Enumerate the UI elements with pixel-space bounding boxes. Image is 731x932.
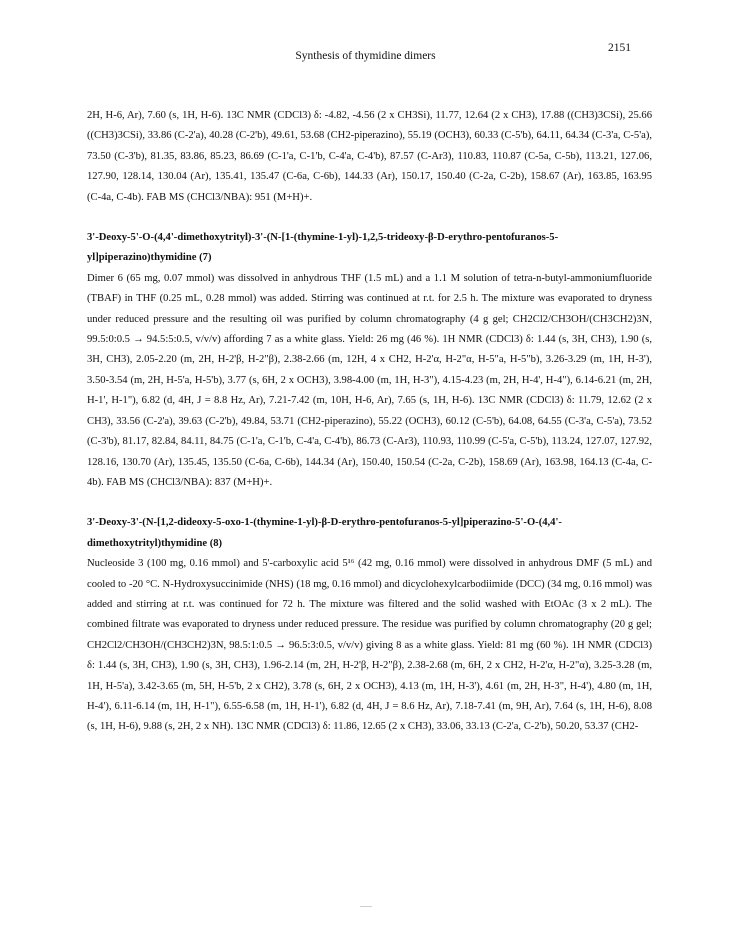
running-title: Synthesis of thymidine dimers xyxy=(295,50,436,62)
compound-7-procedure: Dimer 6 (65 mg, 0.07 mmol) was dissolved in anhydrous THF (1.5 mL) and a 1.1 M solution of tetra-n-butyl-ammoniumfluoride (TBAF) in THF (0.25 mL, 0.28 mmol) was added. Stirring was continued at r.t. for 2.5 h. The mixture was evaporated to dryness under reduced pressure and the resulting oil was purified by column chromatography (4 g gel; CH2Cl2/CH3OH/(CH3CH2)3N, 99.5:0:0.5 → 94.5:5:0.5, v/v/v) affording 7 as a white glass. Yield: 26 mg (46 %). 1H NMR (CDCl3) δ: 1.44 (s, 3H, CH3), 1.90 (s, 3H, CH3), 2.05-2.20 (m, 2H, H-2'β, H-2"β), 2.38-2.66 (m, 12H, 4 x CH2, H-2'α, H-2"α, H-5"a, H-5"b), 3.26-3.29 (m, 1H, H-3'), 3.50-3.54 (m, 2H, H-5'a, H-5'b), 3.77 (s, 6H, 2 x OCH3), 3.98-4.00 (m, 1H, H-3"), 4.15-4.23 (m, 2H, H-4', H-4"), 6.14-6.21 (m, 2H, H-1', H-1"), 6.82 (d, 4H, J = 8.8 Hz, Ar), 7.21-7.42 (m, 10H, H-6, Ar), 7.65 (s, 1H, H-6). 13C NMR (CDCl3) δ: 11.79, 12.62 (2 x CH3), 33.56 (C-2'a), 39.63 (C-2'b), 49.84, 53.71 (CH2-piperazino), 55.22 (OCH3), 60.12 (C-5'b), 64.08, 64.55 (C-3'a, C-5'a), 73.52 (C-3'b), 81.17, 82.84, 84.11, 84.75 (C-1'a, C-1'b, C-4'a, C-4'b), 86.73 (C-Ar3), 110.93, 110.99 (C-5'a, C-5'b), 113.24, 127.07, 127.92, 128.16, 130.70 (Ar), 135.45, 135.50 (C-6a, C-6b), 144.34 (Ar), 150.40, 150.54 (C-2a, C-2b), 158.69 (Ar), 163.98, 164.13 (C-4a, C-4b). FAB MS (CHCl3/NBA): 837 (M+H)+. xyxy=(87,272,652,488)
compound-8-heading: 3'-Deoxy-3'-(N-[1,2-dideoxy-5-oxo-1-(thymine-1-yl)-β-D-erythro-pentofuranos-5-yl]piperazino-5'-O-(4,4'-dimethoxytrityl)thymidine (8) xyxy=(87,517,562,549)
article-body xyxy=(87,106,652,738)
compound-7-heading: 3'-Deoxy-5'-O-(4,4'-dimethoxytrityl)-3'-(N-[1-(thymine-1-yl)-1,2,5-trideoxy-β-D-erythro-pentofuranos-5-yl]piperazino)thymidine (7) xyxy=(87,232,559,264)
scan-mark xyxy=(360,906,372,907)
page-number: 2151 xyxy=(608,42,631,54)
paragraph-nmr-continuation: 2H, H-6, Ar), 7.60 (s, 1H, H-6). 13C NMR (CDCl3) δ: -4.82, -4.56 (2 x CH3Si), 11.77, 12.64 (2 x CH3), 17.88 ((CH3)3CSi), 25.66 ((CH3)3CSi), 33.86 (C-2'a), 40.28 (C-2'b), 49.61, 53.68 (CH2-piperazino), 55.19 (OCH3), 60.33 (C-5'b), 64.11, 64.34 (C-3'a, C-5'a), 73.50 (C-3'b), 81.35, 83.86, 85.23, 86.69 (C-1'a, C-1'b, C-4'a, C-4'b), 87.57 (C-Ar3), 110.83, 110.87 (C-5a, C-5b), 113.21, 127.06, 127.90, 128.14, 130.04 (Ar), 135.41, 135.47 (C-6a, C-6b), 144.33 (Ar), 150.17, 150.40 (C-2a, C-2b), 158.67 (Ar), 163.85, 163.95 (C-4a, C-4b). FAB MS (CHCl3/NBA): 951 (M+H)+. xyxy=(87,110,652,203)
section-spacer xyxy=(87,493,652,513)
section-spacer xyxy=(87,208,652,228)
compound-8-procedure: Nucleoside 3 (100 mg, 0.16 mmol) and 5'-carboxylic acid 5¹⁶ (42 mg, 0.16 mmol) were dissolved in anhydrous DMF (5 mL) and cooled to -20 °C. N-Hydroxysuccinimide (NHS) (18 mg, 0.16 mmol) and dicyclohexylcarbodiimide (DCC) (34 mg, 0.16 mmol) was added and stirring at r.t. was continued for 72 h. The mixture was filtered and the solid washed with EtOAc (3 x 2 mL). The combined filtrate was evaporated to dryness under reduced pressure. The residue was purified by column chromatography (20 g gel; CH2Cl2/CH3OH/(CH3CH2)3N, 98.5:1:0.5 → 96.5:3:0.5, v/v/v) giving 8 as a white glass. Yield: 81 mg (60 %). 1H NMR (CDCl3) δ: 1.44 (s, 3H, CH3), 1.90 (s, 3H, CH3), 1.96-2.14 (m, 2H, H-2'β, H-2"β), 2.38-2.68 (m, 6H, 2 x CH2, H-2'α, H-2"α), 3.25-3.28 (m, 1H, H-5'a), 3.42-3.65 (m, 5H, H-5'b, 2 x CH2), 3.78 (s, 6H, 2 x OCH3), 4.13 (m, 1H, H-3'), 4.61 (m, 2H, H-3", H-4'), 4.80 (m, 1H, H-4'), 6.11-6.14 (m, 1H, H-1"), 6.55-6.58 (m, 1H, H-1'), 6.82 (d, 4H, J = 8.6 Hz, Ar), 7.18-7.41 (m, 9H, Ar), 7.64 (s, 1H, H-6), 8.08 (s, 1H, H-6), 9.88 (s, 2H, 2 x NH). 13C NMR (CDCl3) δ: 11.86, 12.65 (2 x CH3), 33.06, 33.13 (C-2'a, C-2'b), 50.20, 53.37 (CH2- xyxy=(87,558,652,733)
